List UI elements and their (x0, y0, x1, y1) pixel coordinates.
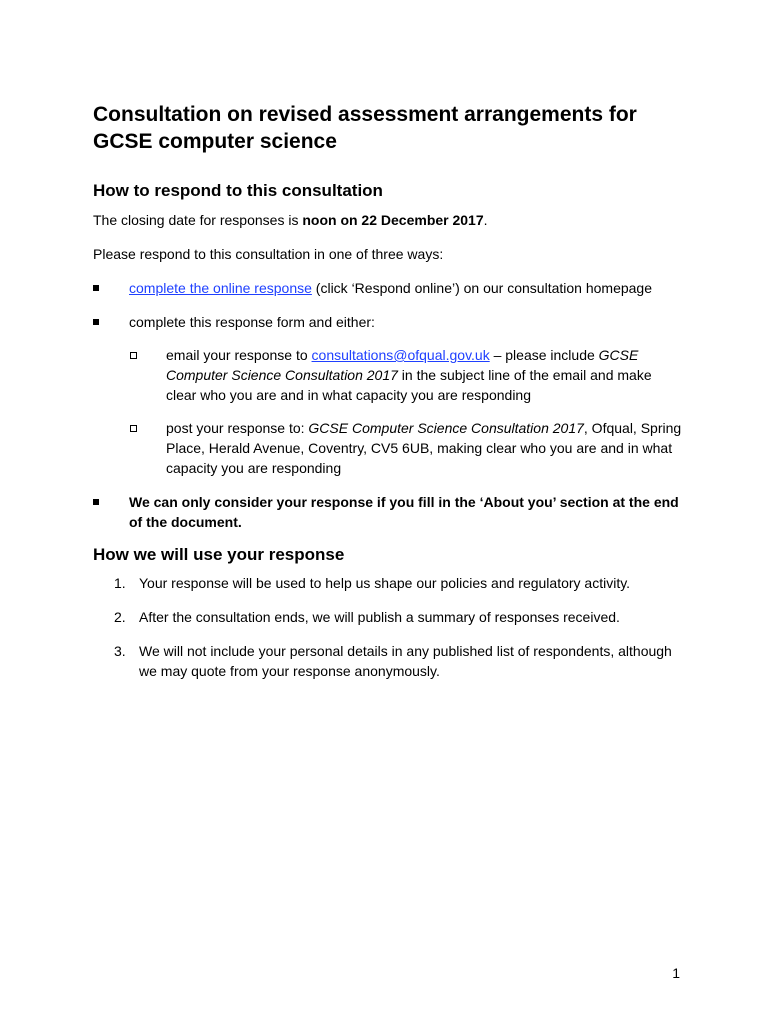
list-item (93, 607, 683, 627)
list-number: 2. (114, 609, 126, 625)
closing-date-value: noon on 22 December 2017 (302, 212, 484, 228)
list-item-text: Your response will be used to help us shape our policies and regulatory activity. (139, 575, 631, 591)
sub-bullet-post (93, 418, 683, 478)
list-number: 3. (114, 643, 126, 659)
list-item-text: We will not include your personal details in any published list of respondents, although we may quote from your response anonymously. (139, 643, 672, 679)
square-bullet-icon (93, 285, 99, 291)
page-number: 1 (672, 965, 680, 981)
closing-date-suffix: . (483, 212, 488, 228)
hollow-square-bullet-icon (130, 425, 137, 432)
email-link[interactable]: consultations@ofqual.gov.uk (311, 347, 490, 363)
about-you-note: We can only consider your response if you fill in the ‘About you’ section at the end of the document. (129, 494, 679, 530)
online-response-link[interactable]: complete the online response (129, 280, 312, 296)
closing-date-prefix: The closing date for responses is (93, 212, 303, 228)
post-suffix: , Ofqual, Spring Place, Herald Avenue, Coventry, CV5 6UB, making clear who you are and in what capacity you are responding (166, 420, 682, 476)
sub-bullet-email (93, 345, 683, 405)
email-subject-italic: GCSE Computer Science Consultation 2017 (166, 347, 639, 383)
bullet-about-you (93, 492, 683, 532)
respond-intro-paragraph: Please respond to this consultation in one of three ways: (93, 246, 444, 262)
bullet-response-form (93, 312, 683, 332)
hollow-square-bullet-icon (130, 352, 137, 359)
email-suffix: in the subject line of the email and make clear who you are and in what capacity you are responding (166, 367, 652, 403)
bullet-online-response (93, 278, 683, 298)
page-title: Consultation on revised assessment arrangements for GCSE computer science (93, 103, 637, 153)
list-number: 1. (114, 575, 126, 591)
page-content (93, 101, 683, 681)
response-form-text: complete this response form and either: (129, 314, 375, 330)
online-response-text: (click ‘Respond online’) on our consultation homepage (311, 280, 652, 296)
section-heading-how-to-respond: How to respond to this consultation (93, 181, 383, 200)
list-item-text: After the consultation ends, we will publish a summary of responses received. (139, 609, 620, 625)
section-heading-use-response: How we will use your response (93, 545, 345, 564)
email-mid: – please include (489, 347, 599, 363)
list-item (93, 573, 683, 593)
post-italic: GCSE Computer Science Consultation 2017 (308, 420, 584, 436)
list-item (93, 641, 683, 681)
post-prefix: post your response to: (166, 420, 309, 436)
email-prefix: email your response to (166, 347, 312, 363)
square-bullet-icon (93, 319, 99, 325)
closing-date-paragraph (93, 210, 683, 230)
square-bullet-icon (93, 499, 99, 505)
